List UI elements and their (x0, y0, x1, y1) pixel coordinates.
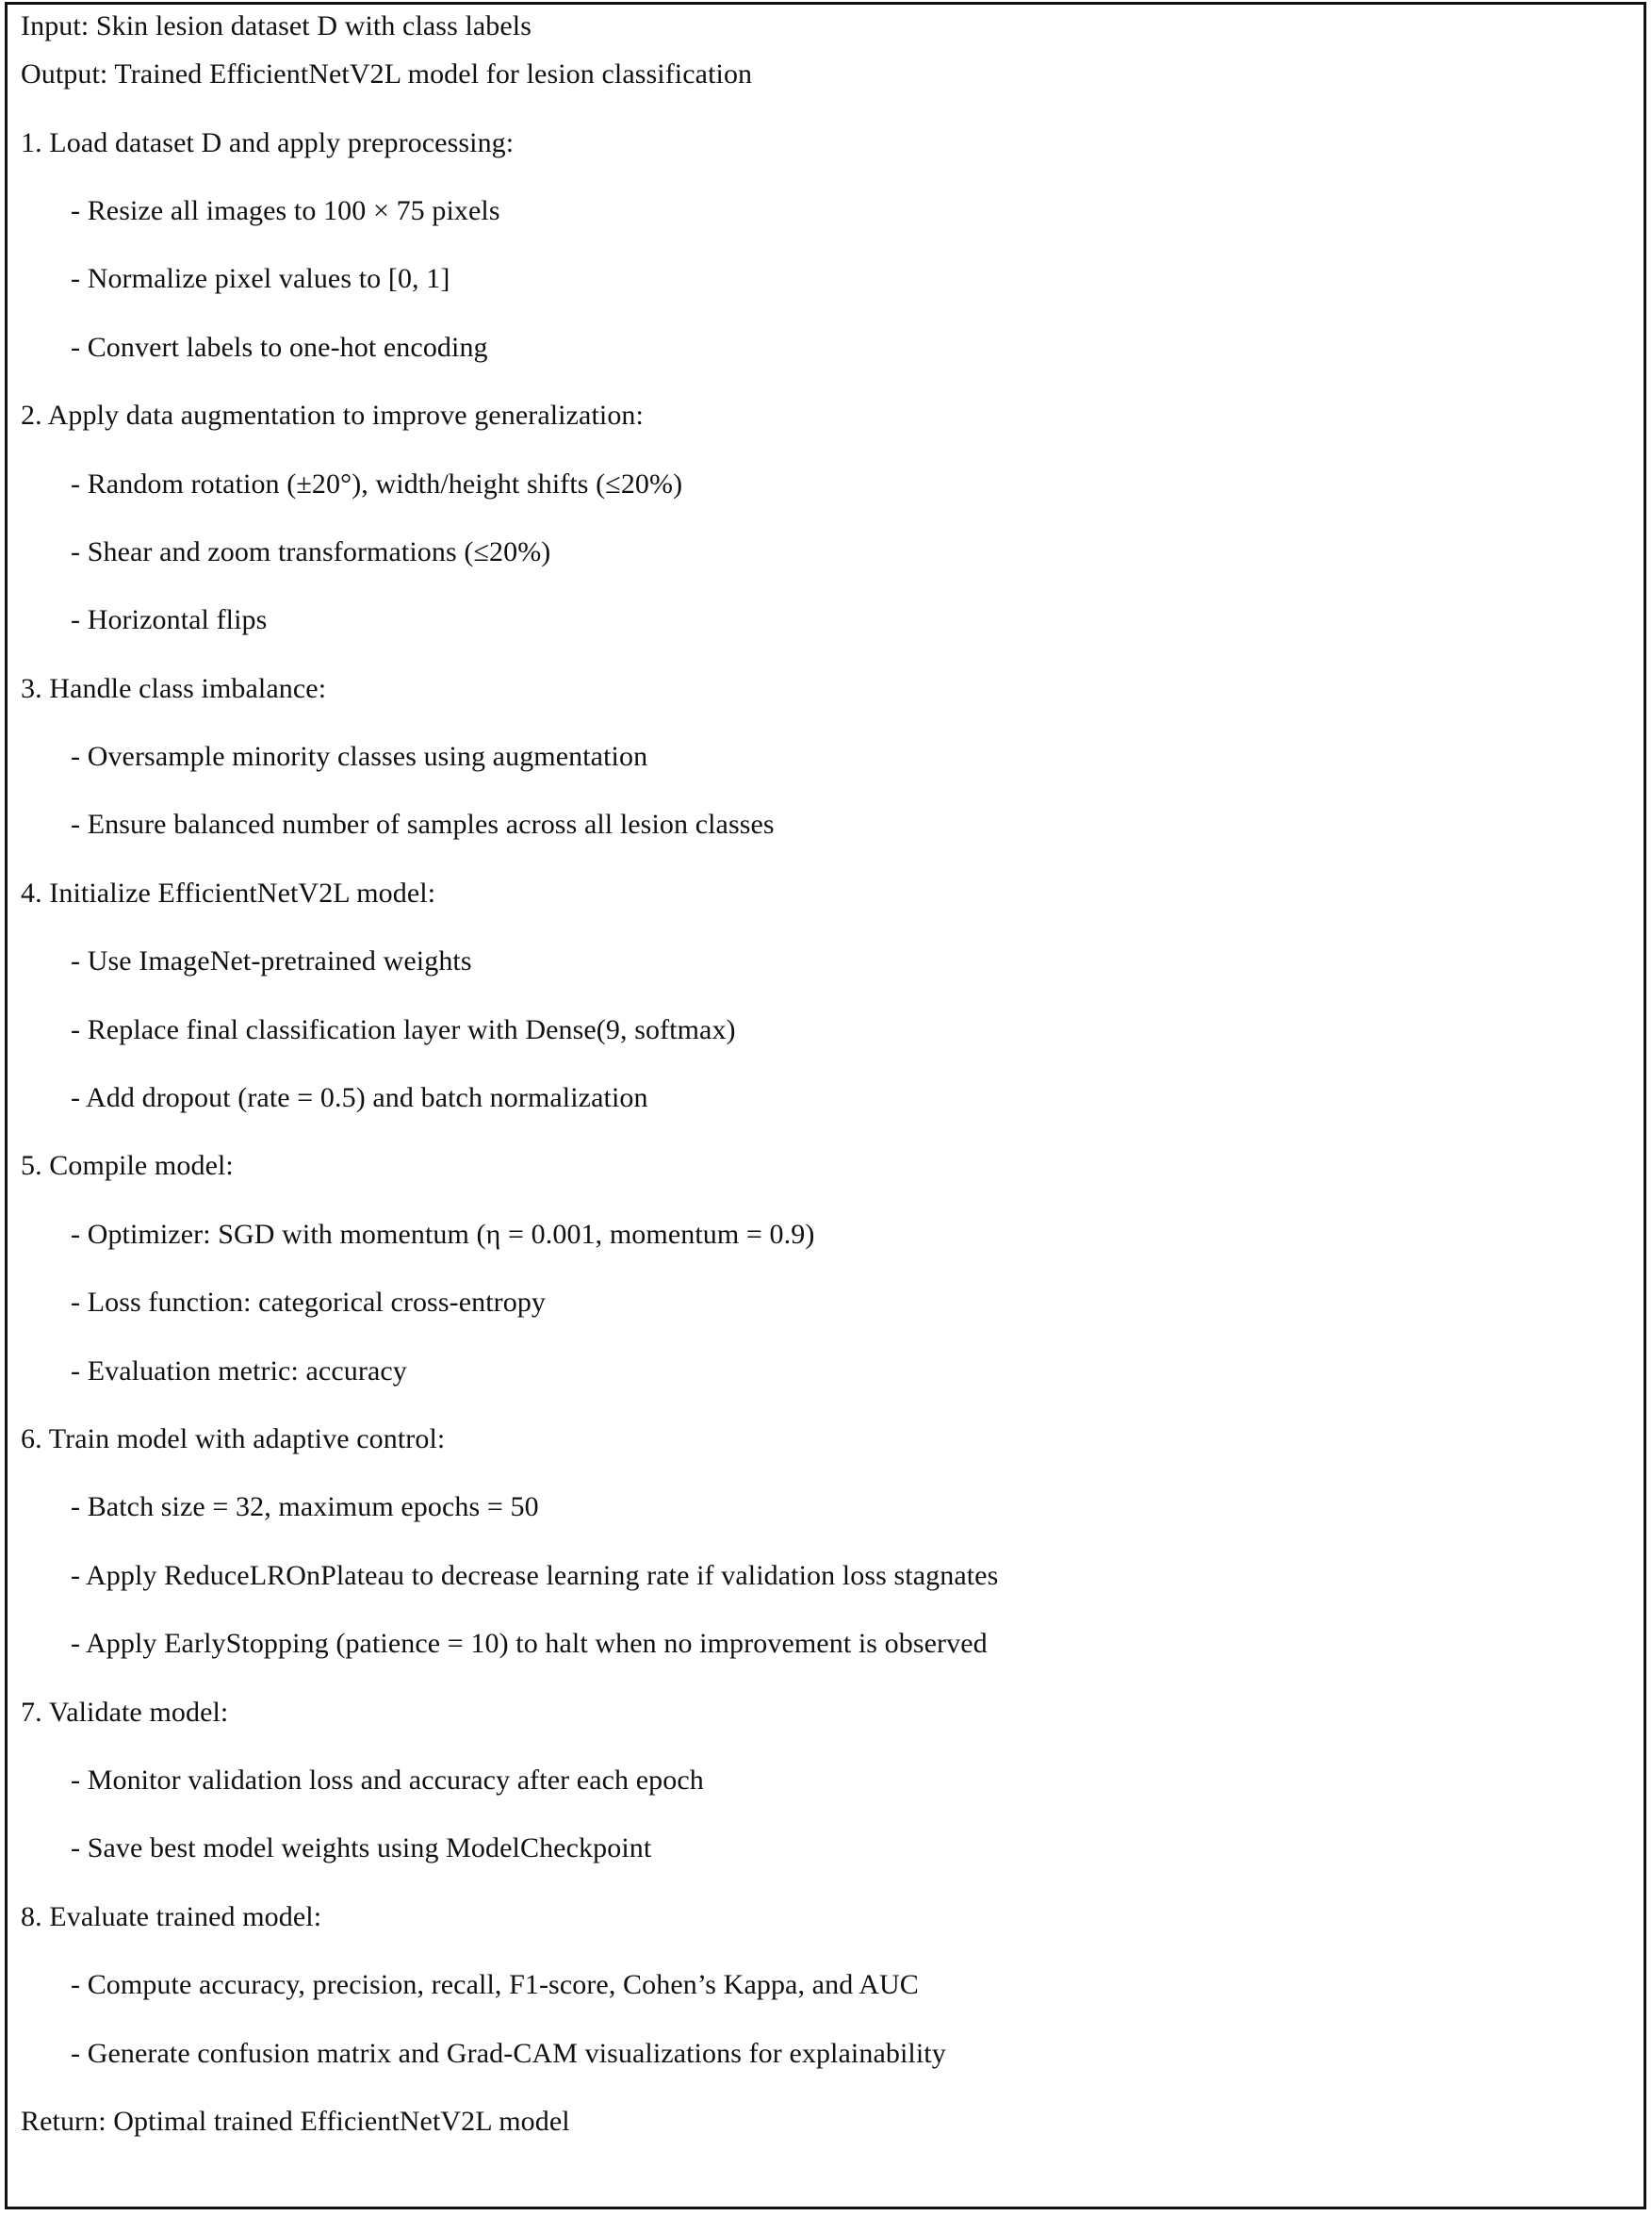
algorithm-line-list (8, 5, 1644, 2209)
algorithm-line-row (8, 314, 1644, 382)
algorithm-line-row (8, 382, 1644, 450)
algorithm-line-row (8, 1610, 1644, 1678)
algorithm-step: 5. Compile model: (21, 1150, 234, 1182)
algorithm-line-row (8, 1814, 1644, 1882)
algorithm-substep: - Ensure balanced number of samples across all lesion classes (71, 809, 775, 841)
algorithm-line-row (8, 450, 1644, 517)
algorithm-box (5, 2, 1646, 2209)
algorithm-line-row (8, 41, 1644, 108)
algorithm-bottom-spacer (8, 2156, 1644, 2209)
algorithm-line-row (8, 723, 1644, 791)
algorithm-substep: - Use ImageNet-pretrained weights (71, 945, 472, 977)
algorithm-line-row (8, 1132, 1644, 1200)
algorithm-line-row (8, 2088, 1644, 2156)
algorithm-line-row (8, 1883, 1644, 1951)
algorithm-substep: - Add dropout (rate = 0.5) and batch normalization (71, 1082, 648, 1114)
algorithm-line-row (8, 1337, 1644, 1404)
algorithm-substep: - Random rotation (±20°), width/height shifts (≤20%) (71, 468, 683, 500)
algorithm-line-row (8, 245, 1644, 313)
algorithm-line-row (8, 2019, 1644, 2087)
algorithm-substep: - Convert labels to one-hot encoding (71, 331, 488, 363)
algorithm-line-row (8, 655, 1644, 723)
algorithm-substep: - Shear and zoom transformations (≤20%) (71, 535, 551, 567)
algorithm-line-row (8, 1473, 1644, 1541)
algorithm-line-row (8, 1678, 1644, 1746)
algorithm-step: Input: Skin lesion dataset D with class labels (21, 10, 532, 41)
algorithm-line-row (8, 1405, 1644, 1473)
algorithm-line-row (8, 1951, 1644, 2019)
algorithm-substep: - Evaluation metric: accuracy (71, 1354, 407, 1387)
algorithm-step: 8. Evaluate trained model: (21, 1900, 322, 1932)
algorithm-step: Output: Trained EfficientNetV2L model for lesion classification (21, 58, 753, 90)
algorithm-line-row (8, 1269, 1644, 1337)
algorithm-line-row (8, 1064, 1644, 1132)
algorithm-line-row (8, 177, 1644, 245)
algorithm-substep: - Monitor validation loss and accuracy after each epoch (71, 1764, 704, 1796)
algorithm-substep: - Optimizer: SGD with momentum (η = 0.001, momentum = 0.9) (71, 1218, 815, 1250)
algorithm-step: 3. Handle class imbalance: (21, 672, 327, 704)
algorithm-line-row (8, 518, 1644, 586)
algorithm-substep: - Save best model weights using ModelCheckpoint (71, 1832, 652, 1864)
algorithm-step: 1. Load dataset D and apply preprocessing: (21, 126, 515, 158)
algorithm-substep: - Apply ReduceLROnPlateau to decrease learning rate if validation loss stagnates (71, 1559, 999, 1591)
algorithm-line-row (8, 860, 1644, 927)
algorithm-substep: - Compute accuracy, precision, recall, F1-score, Cohen’s Kappa, and AUC (71, 1969, 919, 2001)
algorithm-step: 2. Apply data augmentation to improve generalization: (21, 400, 644, 432)
algorithm-step: 7. Validate model: (21, 1696, 229, 1728)
algorithm-substep: - Resize all images to 100 × 75 pixels (71, 194, 500, 226)
algorithm-line-row (8, 1747, 1644, 1814)
algorithm-substep: - Generate confusion matrix and Grad-CAM visualizations for explainability (71, 2037, 946, 2069)
algorithm-step: Return: Optimal trained EfficientNetV2L model (21, 2105, 570, 2137)
algorithm-line-row (8, 1201, 1644, 1269)
algorithm-substep: - Apply EarlyStopping (patience = 10) to halt when no improvement is observed (71, 1628, 988, 1660)
algorithm-substep: - Oversample minority classes using augmentation (71, 741, 648, 773)
algorithm-step: 4. Initialize EfficientNetV2L model: (21, 877, 436, 909)
algorithm-substep: - Normalize pixel values to [0, 1] (71, 263, 450, 295)
algorithm-line-row (8, 586, 1644, 654)
algorithm-substep: - Loss function: categorical cross-entropy (71, 1287, 547, 1319)
algorithm-line-row (8, 995, 1644, 1063)
algorithm-substep: - Batch size = 32, maximum epochs = 50 (71, 1491, 539, 1523)
algorithm-line-row (8, 5, 1644, 41)
algorithm-step: 6. Train model with adaptive control: (21, 1423, 446, 1454)
algorithm-line-row (8, 927, 1644, 995)
algorithm-substep: - Replace final classification layer with Dense(9, softmax) (71, 1013, 736, 1045)
algorithm-line-row (8, 791, 1644, 859)
algorithm-line-row (8, 108, 1644, 176)
algorithm-line-row (8, 1542, 1644, 1610)
algorithm-substep: - Horizontal flips (71, 604, 268, 636)
